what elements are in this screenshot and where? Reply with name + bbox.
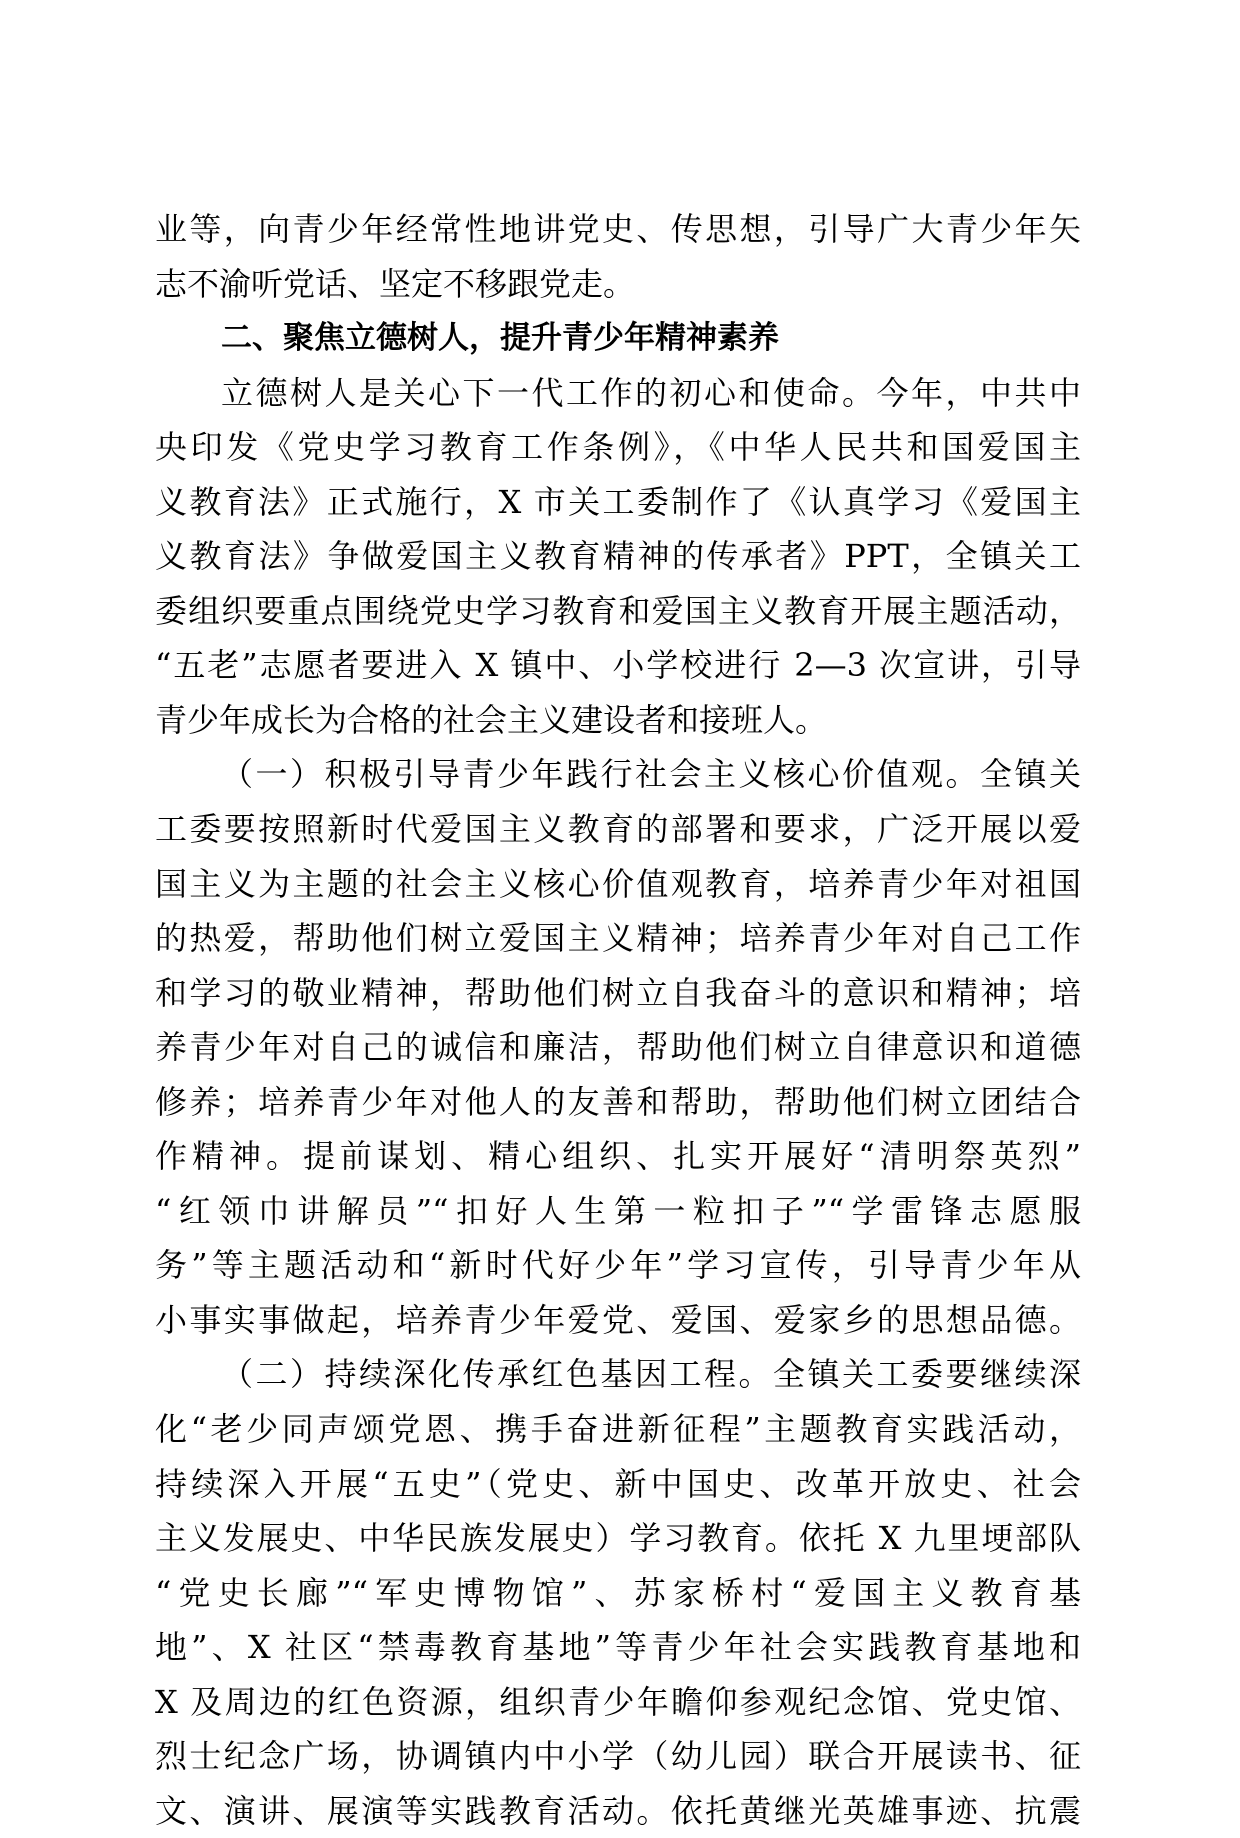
text-line: 立德树人是关心下一代工作的初心和使命。今年，中共中	[221, 373, 1081, 412]
text-line: （二）持续深化传承红色基因工程。全镇关工委要继续深	[221, 1355, 1081, 1394]
text-line: 主义发展史、中华民族发展史）学习教育。依托 X 九里埂部队	[155, 1519, 1081, 1558]
text-line: （一）积极引导青少年践行社会主义核心价值观。全镇关	[221, 755, 1081, 794]
text-line: 央印发《党史学习教育工作条例》，《中华人民共和国爱国主	[155, 428, 1081, 467]
text-line: X 及周边的红色资源，组织青少年瞻仰参观纪念馆、党史馆、	[155, 1682, 1081, 1721]
text-line: 青少年成长为合格的社会主义建设者和接班人。	[155, 700, 828, 739]
document-body	[155, 202, 1081, 1838]
text-line: 作精神。提前谋划、精心组织、扎实开展好“清明祭英烈”	[155, 1137, 1081, 1176]
text-line: “党史长廊”“军史博物馆”、苏家桥村“爱国主义教育基	[155, 1573, 1081, 1612]
text-line: 志不渝听党话、坚定不移跟党走。	[155, 264, 636, 303]
text-line: 文、演讲、展演等实践教育活动。依托黄继光英雄事迹、抗震	[155, 1791, 1081, 1830]
section-heading: 二、聚焦立德树人，提升青少年精神素养	[221, 320, 779, 357]
text-line: 工委要按照新时代爱国主义教育的部署和要求，广泛开展以爱	[155, 810, 1081, 849]
text-line: 的热爱，帮助他们树立爱国主义精神；培养青少年对自己工作	[155, 919, 1081, 958]
text-line: 国主义为主题的社会主义核心价值观教育，培养青少年对祖国	[155, 864, 1081, 903]
text-line: 持续深入开展“五史”（党史、新中国史、改革开放史、社会	[155, 1464, 1081, 1503]
text-line: 烈士纪念广场，协调镇内中小学（幼儿园）联合开展读书、征	[155, 1737, 1081, 1776]
text-line: “红领巾讲解员”“扣好人生第一粒扣子”“学雷锋志愿服	[155, 1191, 1081, 1230]
text-line: 义教育法》争做爱国主义教育精神的传承者》PPT，全镇关工	[155, 537, 1081, 576]
text-line: “五老”志愿者要进入 X 镇中、小学校进行 2—3 次宣讲，引导	[155, 646, 1081, 685]
text-line: 修养；培养青少年对他人的友善和帮助，帮助他们树立团结合	[155, 1082, 1081, 1121]
text-line: 委组织要重点围绕党史学习教育和爱国主义教育开展主题活动，	[155, 591, 1081, 630]
text-line: 小事实事做起，培养青少年爱党、爱国、爱家乡的思想品德。	[155, 1300, 1081, 1339]
text-line: 业等，向青少年经常性地讲党史、传思想，引导广大青少年矢	[155, 210, 1081, 248]
text-line: 化“老少同声颂党恩、携手奋进新征程”主题教育实践活动，	[155, 1410, 1081, 1449]
text-line: 务”等主题活动和“新时代好少年”学习宣传，引导青少年从	[155, 1246, 1081, 1285]
text-line: 和学习的敬业精神，帮助他们树立自我奋斗的意识和精神；培	[155, 973, 1081, 1012]
text-line: 义教育法》正式施行，X 市关工委制作了《认真学习《爱国主	[155, 482, 1081, 521]
text-line: 养青少年对自己的诚信和廉洁，帮助他们树立自律意识和道德	[155, 1028, 1081, 1067]
text-line: 地”、X 社区“禁毒教育基地”等青少年社会实践教育基地和	[155, 1628, 1081, 1667]
